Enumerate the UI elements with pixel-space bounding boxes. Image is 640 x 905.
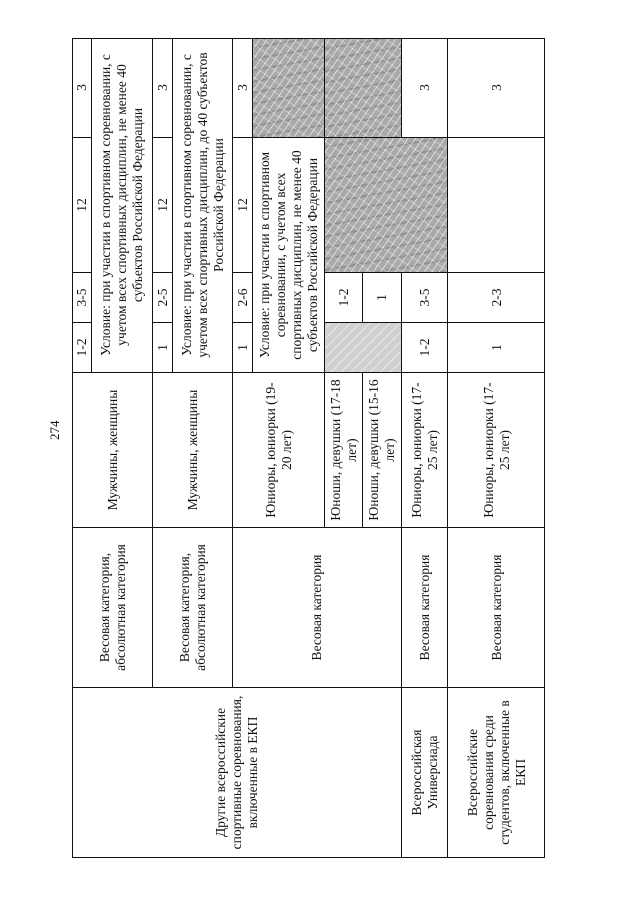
empty-cell	[447, 138, 545, 273]
places-cell: 1-2	[401, 323, 447, 373]
shaded-cell	[324, 323, 401, 373]
limit-cell: 3	[232, 38, 252, 138]
gender-age-cell: Мужчины, женщины	[72, 373, 152, 528]
condition-cell: Условие: при участии в спортивном соревновании, с учетом всех спортивных дисциплин, не менее 40 субъектов Российской Федерации	[91, 38, 152, 373]
standards-table	[72, 38, 545, 858]
condition-cell: Условие: при участии в спортивном соревновании, с учетом всех спортивных дисциплин, не менее 40 субъектов Российской Федерации	[252, 138, 324, 373]
places-cell: 1	[232, 323, 252, 373]
gender-age-cell: Юноши, девушки (17-18 лет)	[324, 373, 362, 528]
rank-cell: 3-5	[72, 273, 91, 323]
places-cell: 1	[447, 323, 545, 373]
limit-cell: 3	[447, 38, 545, 138]
rank-cell: 2-6	[232, 273, 252, 323]
places-cell: 1-2	[72, 323, 91, 373]
total-cell: 12	[232, 138, 252, 273]
rotated-table-wrapper	[72, 38, 545, 858]
condition-cell: Условие: при участии в спортивном соревновании, с учетом всех спортивных дисциплин, до 40 субъектов Российской Федерации	[172, 38, 232, 373]
limit-cell: 3	[401, 38, 447, 138]
discipline-cell: Весовая категория, абсолютная категория	[72, 528, 152, 688]
discipline-cell: Весовая категория	[232, 528, 401, 688]
shaded-cell	[324, 38, 401, 138]
total-cell: 12	[72, 138, 91, 273]
competition-cell: Всероссийская Универсиада	[401, 688, 447, 858]
rank-cell: 1-2	[324, 273, 362, 323]
page-number: 274	[47, 420, 62, 440]
gender-age-cell: Юниоры, юниорки (17-25 лет)	[401, 373, 447, 528]
shaded-cell	[252, 38, 324, 138]
gender-age-cell: Мужчины, женщины	[152, 373, 232, 528]
discipline-cell: Весовая категория	[447, 528, 545, 688]
shaded-cell	[324, 138, 447, 273]
gender-age-cell: Юноши, девушки (15-16 лет)	[362, 373, 401, 528]
rank-cell: 2-5	[152, 273, 172, 323]
places-cell: 1	[152, 323, 172, 373]
competition-cell: Другие всероссийские спортивные соревнования, включенные в ЕКП	[72, 688, 401, 858]
discipline-cell: Весовая категория, абсолютная категория	[152, 528, 232, 688]
competition-cell: Всероссийские соревнования среди студентов, включенные в ЕКП	[447, 688, 545, 858]
rank-cell: 3-5	[401, 273, 447, 323]
gender-age-cell: Юниоры, юниорки (17-25 лет)	[447, 373, 545, 528]
rank-cell: 2-3	[447, 273, 545, 323]
limit-cell: 3	[152, 38, 172, 138]
gender-age-cell: Юниоры, юниорки (19-20 лет)	[232, 373, 324, 528]
total-cell: 12	[152, 138, 172, 273]
rank-cell: 1	[362, 273, 401, 323]
discipline-cell: Весовая категория	[401, 528, 447, 688]
limit-cell: 3	[72, 38, 91, 138]
